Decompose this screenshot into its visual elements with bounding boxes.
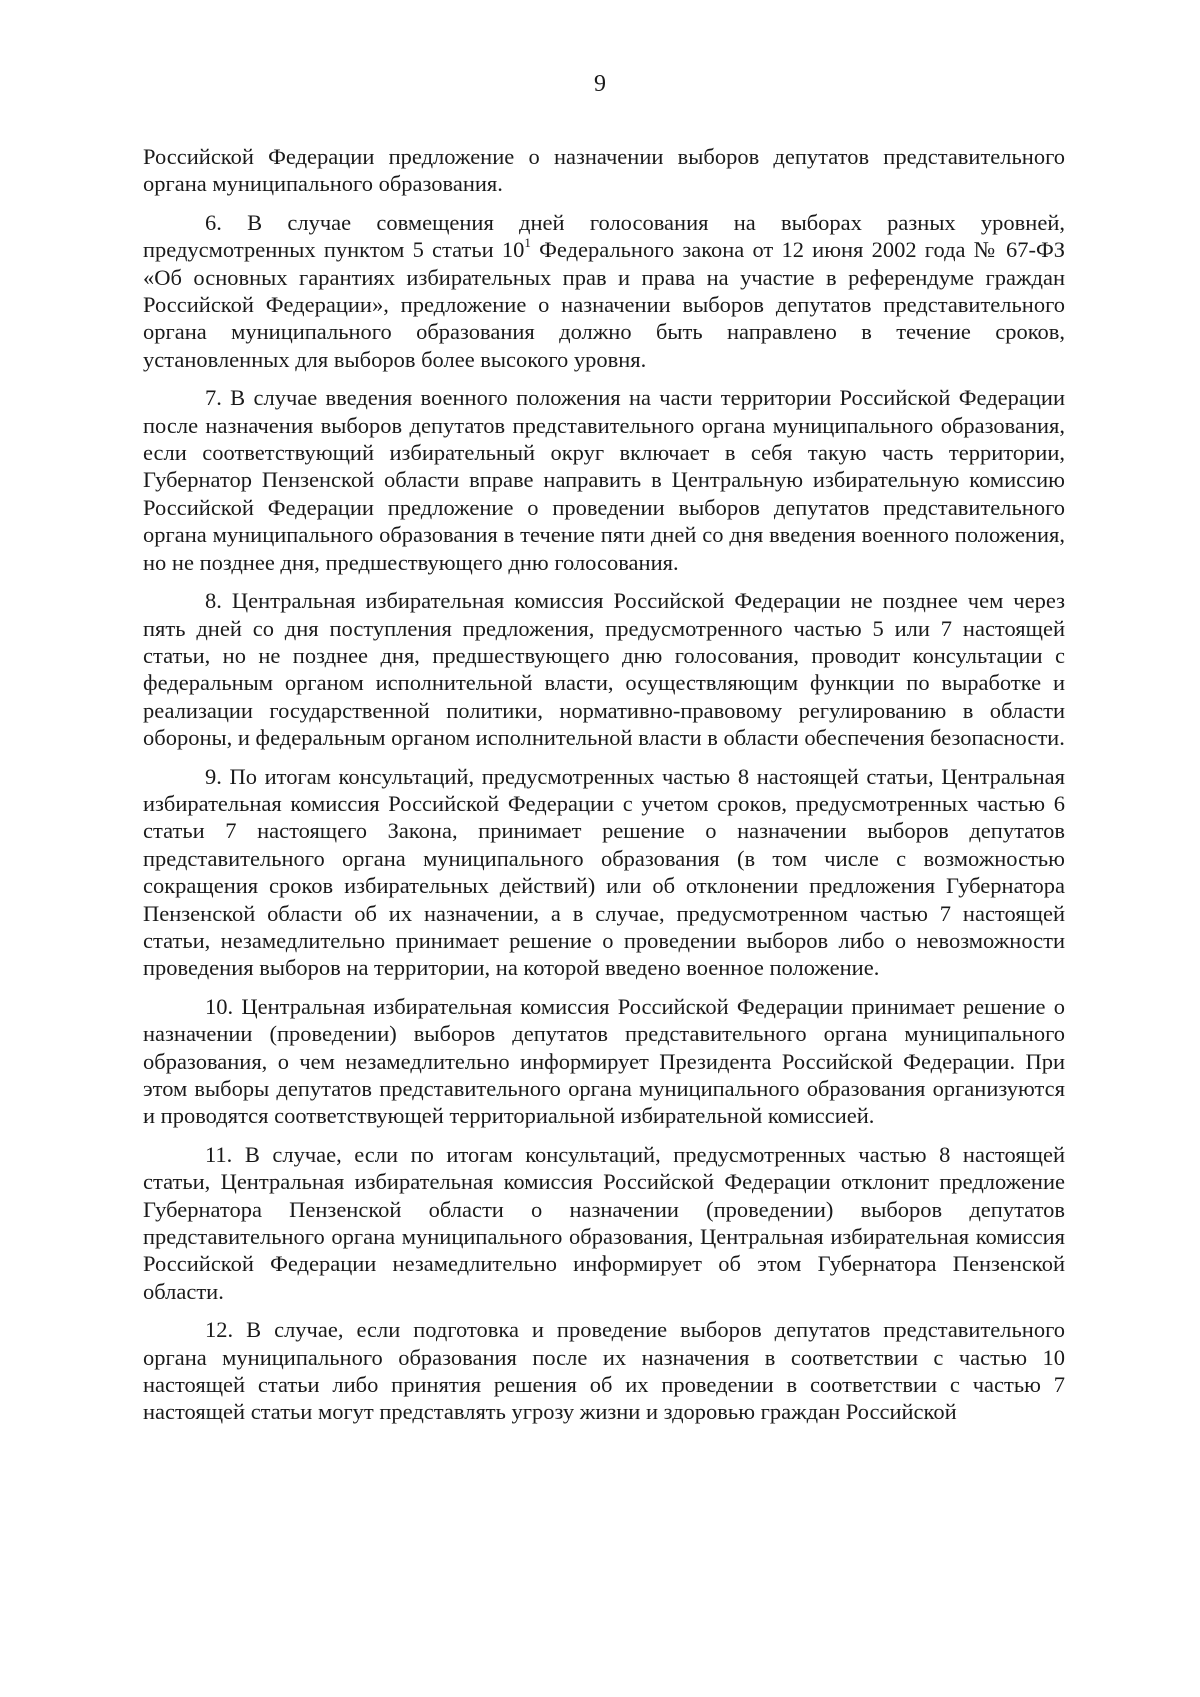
paragraph-6 xyxy=(143,209,1065,373)
paragraph-8: 8. Центральная избирательная комиссия Российской Федерации не позднее чем через пять дней со дня поступления предложения, предусмотренного частью 5 или 7 настоящей статьи, но не позднее дня, предшествующего дню голосования, проводит консультации с федеральным органом исполнительной власти, осуществляющим функции по выработке и реализации государственной политики, нормативно-правовому регулированию в области обороны, и федеральным органом исполнительной власти в области обеспечения безопасности. xyxy=(143,588,1065,751)
paragraph-9: 9. По итогам консультаций, предусмотренных частью 8 настоящей статьи, Центральная избирательная комиссия Российской Федерации с учетом сроков, предусмотренных частью 6 статьи 7 настоящего Закона, принимает решение о назначении выборов депутатов представительного органа муниципального образования (в том числе с возможностью сокращения сроков избирательных действий) или об отклонении предложения Губернатора Пензенской области об их назначении, а в случае, предусмотренном частью 7 настоящей статьи, незамедлительно принимает решение о проведении выборов либо о невозможности проведения выборов на территории, на которой введено военное положение. xyxy=(143,763,1065,981)
paragraph-12: 12. В случае, если подготовка и проведение выборов депутатов представительного органа муниципального образования после их назначения в соответствии с частью 10 настоящей статьи либо принятия решения об их проведении в соответствии с частью 7 настоящей статьи могут представлять угрозу жизни и здоровью граждан Российской xyxy=(143,1317,1065,1425)
paragraph-6-text-after: Федерального закона от 12 июня 2002 года № 67-ФЗ «Об основных гарантиях избирательных прав и права на участие в референдуме граждан Российской Федерации», предложение о назначении выборов депутатов представительного органа муниципального образования должно быть направлено в течение сроков, установленных для выборов более высокого уровня. xyxy=(143,237,1065,372)
superscript-footnote: 1 xyxy=(524,234,531,250)
paragraph-6-text-before: 6. В случае совмещения дней голосования на выборах разных уровней, предусмотренных пунктом 5 статьи 10 xyxy=(143,209,1065,263)
paragraph-7: 7. В случае введения военного положения на части территории Российской Федерации после назначения выборов депутатов представительного органа муниципального образования, если соответствующий избирательный округ включает в себя такую часть территории, Губернатор Пензенской области вправе направить в Центральную избирательную комиссию Российской Федерации предложение о проведении выборов депутатов представительного органа муниципального образования в течение пяти дней со дня введения военного положения, но не позднее дня, предшествующего дню голосования. xyxy=(143,385,1065,575)
paragraph-10: 10. Центральная избирательная комиссия Российской Федерации принимает решение о назначении (проведении) выборов депутатов представительного органа муниципального образования, о чем незамедлительно информирует Президента Российской Федерации. При этом выборы депутатов представительного органа муниципального образования организуются и проводятся соответствующей территориальной избирательной комиссией. xyxy=(143,993,1065,1129)
paragraph-11: 11. В случае, если по итогам консультаций, предусмотренных частью 8 настоящей статьи, Центральная избирательная комиссия Российской Федерации отклонит предложение Губернатора Пензенской области о назначении (проведении) выборов депутатов представительного органа муниципального образования, Центральная избирательная комиссия Российской Федерации незамедлительно информирует об этом Губернатора Пензенской области. xyxy=(143,1141,1065,1304)
page-number: 9 xyxy=(594,71,606,97)
document-body xyxy=(143,143,1065,1437)
paragraph-continuation: Российской Федерации предложение о назначении выборов депутатов представительного органа муниципального образования. xyxy=(143,144,1065,197)
